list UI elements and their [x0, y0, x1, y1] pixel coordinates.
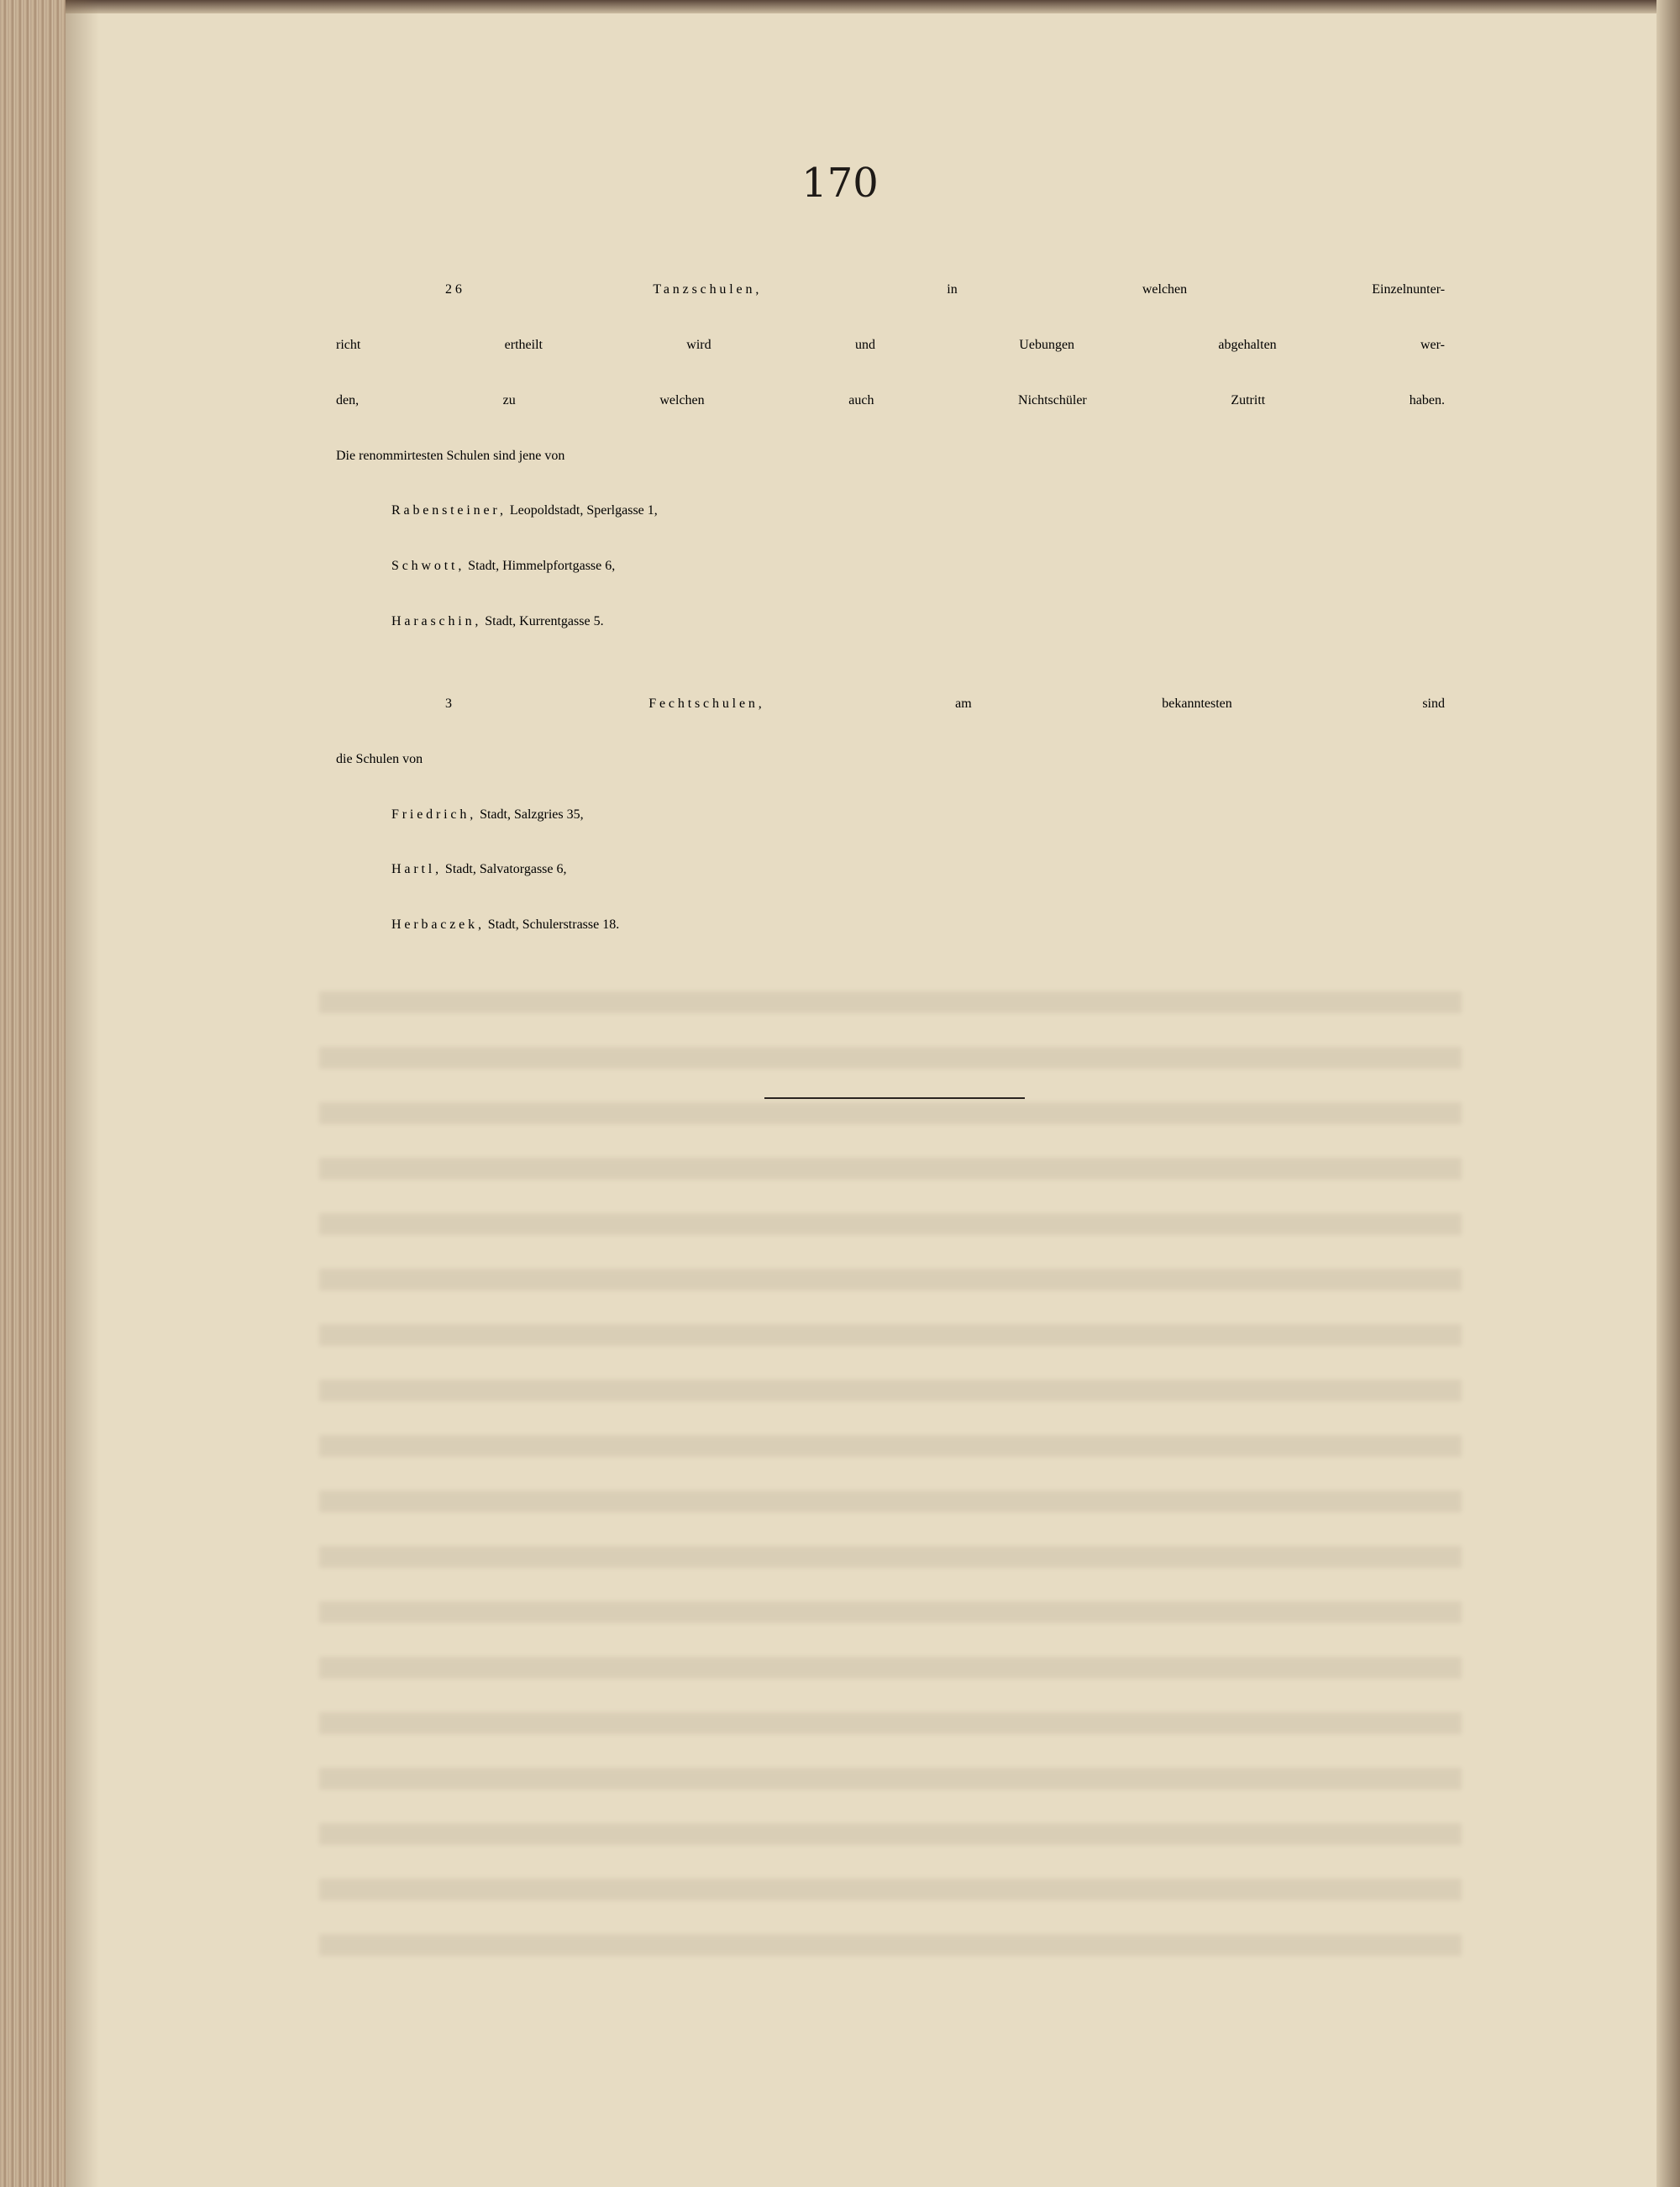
school-address: Stadt, Himmelpfortgasse 6, — [468, 559, 616, 573]
school-address: Stadt, Salvatorgasse 6, — [444, 862, 567, 876]
school-address: Leopoldstadt, Sperlgasse 1, — [509, 503, 658, 518]
school-address: Stadt, Salzgries 35, — [480, 807, 584, 822]
paragraph1-line1-rest: in welchen Einzelnunter- — [947, 282, 1446, 297]
fechtschulen-heading: 3 Fechtschulen, — [445, 697, 765, 711]
tanzschulen-heading: 26 Tanzschulen, — [445, 282, 763, 297]
school-address: Stadt, Schulerstrasse 18. — [487, 917, 620, 932]
list2-item-hartl — [391, 863, 567, 876]
book-fore-edge — [0, 0, 66, 2187]
paragraph1-line4: Die renommirtesten Schulen sind jene von — [336, 449, 565, 463]
page-number: 170 — [801, 160, 879, 207]
school-name: Hartl, — [391, 862, 442, 876]
page-top-edge — [0, 0, 1680, 13]
bleed-through-texture — [319, 991, 1462, 1958]
gutter-shadow — [66, 0, 99, 2187]
school-name: Rabensteiner, — [391, 503, 507, 518]
list1-item-schwott — [391, 560, 615, 573]
list1-item-rabensteiner — [391, 504, 658, 518]
section-end-rule — [764, 1097, 1025, 1099]
school-name: Herbaczek, — [391, 917, 485, 932]
paragraph2-line1 — [445, 697, 1445, 711]
paragraph1-line1 — [445, 283, 1445, 297]
school-name: Friedrich, — [391, 807, 477, 822]
paragraph2-line2: die Schulen von — [336, 752, 423, 766]
school-name: Haraschin, — [391, 614, 482, 628]
list2-item-herbaczek — [391, 918, 619, 932]
school-address: Stadt, Kurrentgasse 5. — [485, 614, 604, 628]
paragraph2-line1-rest: am bekanntesten sind — [955, 697, 1445, 711]
list2-item-friedrich — [391, 808, 584, 822]
school-name: Schwott, — [391, 559, 465, 573]
page-right-edge — [1656, 0, 1680, 2187]
paragraph1-line3: den, zu welchen auch Nichtschüler Zutritt haben. — [336, 393, 1445, 407]
paragraph1-line2: richt ertheilt wird und Uebungen abgehalten wer- — [336, 338, 1445, 352]
list1-item-haraschin — [391, 615, 604, 628]
